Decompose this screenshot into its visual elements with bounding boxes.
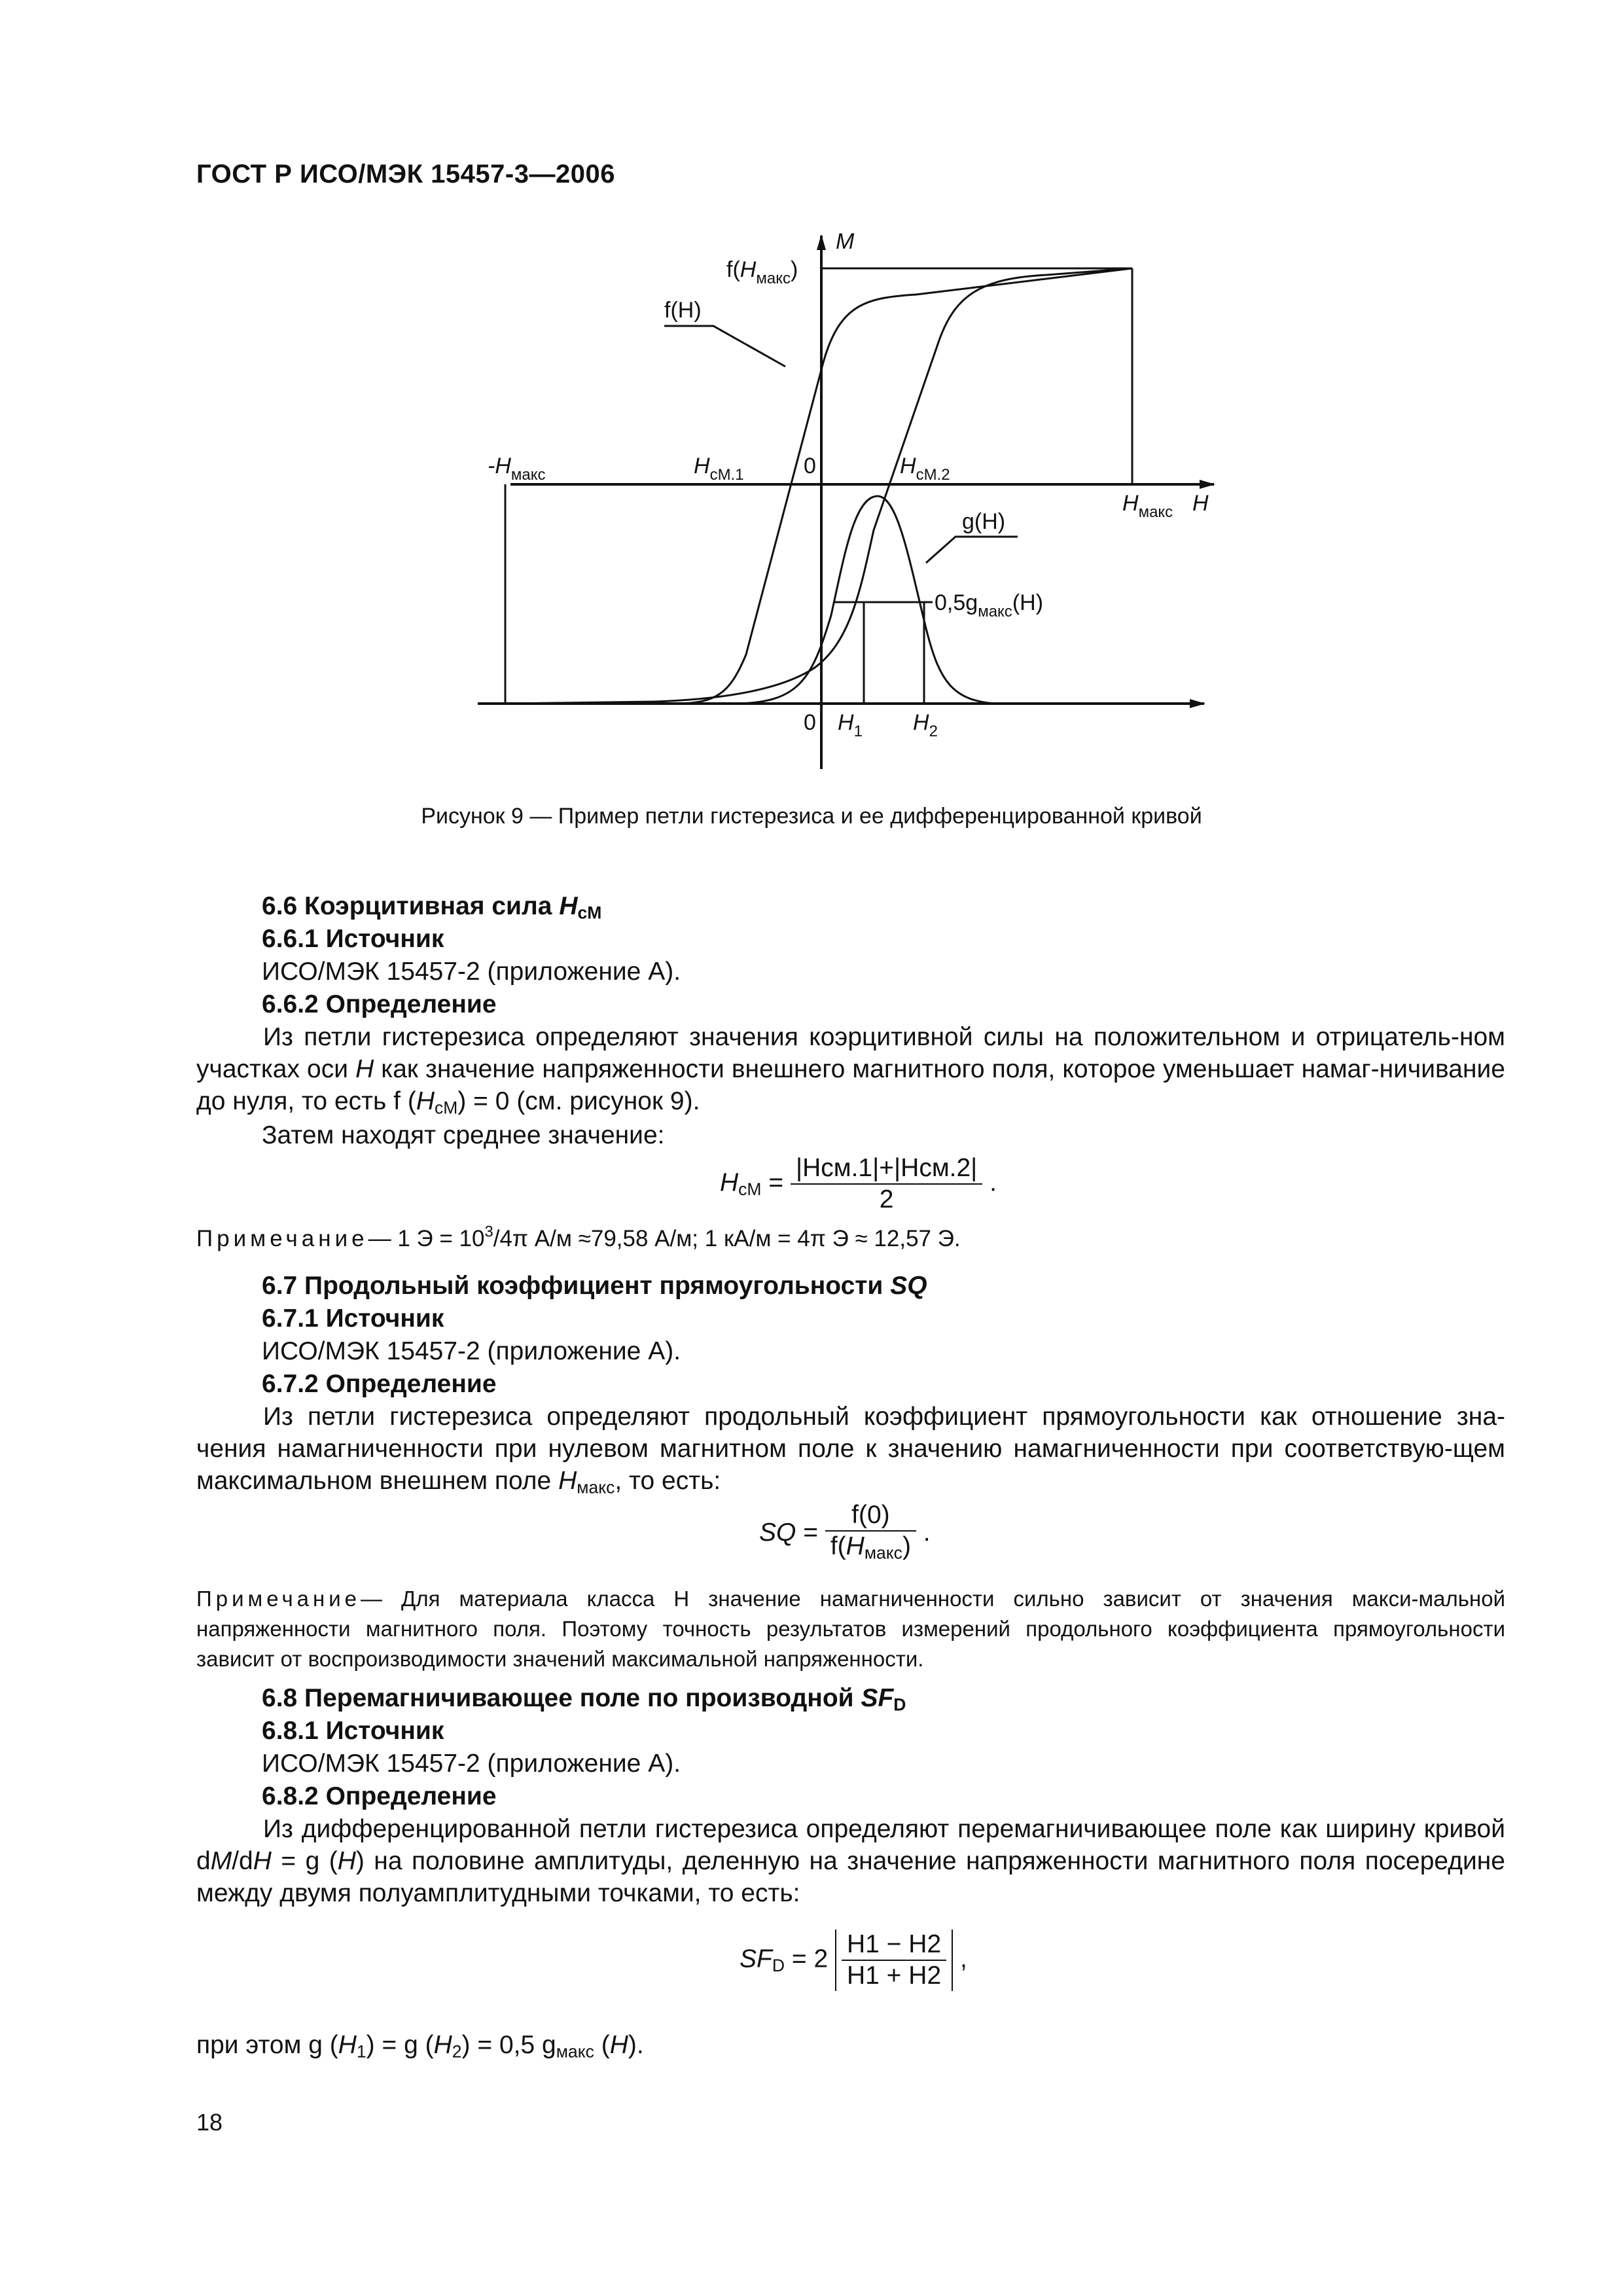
note-6-6: Примечание— 1 $Э = 10^3/4\pi$ А/м ≈79,58 А/м; 1 кА/м = 4π Э ≈ 12,57 Э. bbox=[196, 1223, 961, 1251]
label-zero-top: 0 bbox=[804, 454, 816, 478]
section-6-8-1-source: ИСО/МЭК 15457-2 (приложение А). bbox=[262, 1749, 681, 1778]
section-6-6-2-text: Из петли гистерезиса определяют значения коэрцитивной силы на положительном и отрицатель-ном участках оси H как значение напряженности внешнего магнитного поля, которое уменьшает намаг-ничивание до нуля, то есть f $(H_{cM}) = 0$ (см. рисунок 9). bbox=[196, 1023, 1505, 1118]
section-6-7-2-text: Из петли гистерезиса определяют продольный коэффициент прямоугольности как отношение зна-чения намагниченности при нулевом магнитном поле к значению намагниченности при соответствую-щем максимальном внешнем поле $H_{макс}$, то есть: bbox=[196, 1403, 1505, 1498]
formula-sfd: $SF_D = 2$ $\frac{H1 - H2}{H1 + H2}$ , bbox=[740, 1930, 967, 1990]
label-half-g: $0,5g_{макс}(H)$ bbox=[935, 590, 1044, 620]
section-6-7-2-heading: 6.7.2 Определение bbox=[262, 1370, 497, 1398]
label-m: M bbox=[836, 229, 855, 254]
label-g-h: g(H) bbox=[962, 509, 1006, 534]
formula-hcm: $H_{cM}$ = $\frac{\text{|Hсм.1|+|Hсм.2|}}{2}$ . bbox=[720, 1154, 997, 1213]
label-neg-hmax: $-H_{макс}$ bbox=[488, 454, 546, 484]
section-6-6-heading: 6.6 Коэрцитивная сила $H_{cM}$ bbox=[262, 892, 602, 923]
label-f-hmax: $f(H_{макс})$ bbox=[726, 257, 798, 287]
label-hmax: $H_{макс}$ bbox=[1122, 491, 1173, 521]
label-f-h: f(H) bbox=[664, 298, 702, 323]
section-6-7-heading: 6.7 Продольный коэффициент прямоугольности SQ bbox=[262, 1272, 927, 1300]
section-6-8-1-heading: 6.8.1 Источник bbox=[262, 1717, 444, 1745]
document-header: ГОСТ Р ИСО/МЭК 15457-3—2006 bbox=[196, 160, 615, 188]
page-number: 18 bbox=[196, 2109, 223, 2136]
section-6-8-final: при этом g $(H_1) = g$ $(H_2) = 0,5$ $g_{макс}$ (H). bbox=[196, 2031, 644, 2062]
g-h-leader bbox=[926, 537, 1018, 563]
hysteresis-figure bbox=[458, 223, 1230, 785]
figure-caption: Рисунок 9 — Пример петли гистерезиса и ее дифференцированной кривой bbox=[421, 804, 1202, 829]
section-6-6-1-heading: 6.6.1 Источник bbox=[262, 925, 444, 953]
section-6-8-2-text: Из дифференцированной петли гистерезиса определяют перемагничивающее поле как ширину кривой dM/dH = g (H) на половине амплитуды, деленную на значение напряженности магнитного поля посередине между двумя полуамплитудными точками, то есть: bbox=[196, 1815, 1505, 1907]
label-h2: $H_2$ bbox=[913, 710, 938, 740]
section-6-8-heading: 6.8 Перемагничивающее поле по производной $SF_D$ bbox=[262, 1684, 906, 1715]
label-h-axis: H bbox=[1192, 491, 1209, 516]
section-6-6-2-heading: 6.6.2 Определение bbox=[262, 990, 497, 1018]
label-zero-bottom: 0 bbox=[804, 710, 816, 735]
loop-left-branch bbox=[505, 268, 1132, 704]
section-6-8-2-heading: 6.8.2 Определение bbox=[262, 1782, 497, 1810]
section-6-7-1-heading: 6.7.1 Источник bbox=[262, 1304, 444, 1333]
section-6-6-then: Затем находят среднее значение: bbox=[262, 1121, 665, 1149]
note-6-7: Примечание— Для материала класса Н значение намагниченности сильно зависит от значения макси-мальной напряженности магнитного поля. Поэтому точность результатов измерений продольного коэффициента прямоугольности зависит от воспроизводимости значений максимальной напряженности. bbox=[196, 1587, 1505, 1671]
section-6-6-1-source: ИСО/МЭК 15457-2 (приложение А). bbox=[262, 958, 681, 986]
label-hc1: $H_{cM.1}$ bbox=[694, 454, 744, 484]
label-h1: $H_1$ bbox=[838, 710, 863, 740]
f-h-leader bbox=[664, 326, 785, 367]
formula-sq: SQ = $\frac{f(0)}{f(H_{макс})}$ . bbox=[759, 1501, 931, 1563]
section-6-7-1-source: ИСО/МЭК 15457-2 (приложение А). bbox=[262, 1337, 681, 1365]
label-hc2: $H_{cM.2}$ bbox=[900, 454, 950, 484]
loop-right-branch bbox=[505, 268, 1132, 704]
